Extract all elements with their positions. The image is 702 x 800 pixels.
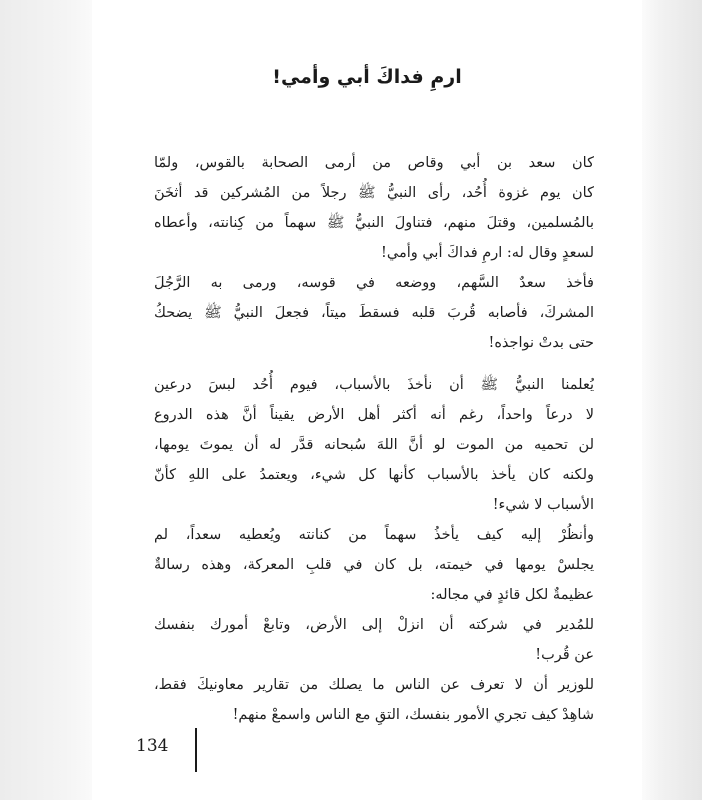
text-line: يجلسْ يومها في خيمته، بل كان في قلبِ المعركة، وهذه رسالةٌ [154,557,594,573]
text-line: كان سعد بن أبي وقاص من أرمى الصحابة بالقوس، ولمّا [154,155,594,171]
paragraph [154,610,594,670]
paragraph [154,670,594,730]
paragraph [154,520,594,610]
text-section-2 [154,370,594,730]
text-line: كان يوم غزوة أُحُد، رأى النبيُّ ﷺ رجلاً من المُشركين قد أثخَنَ [154,185,594,201]
text-line: المشركَ، فأصابه قُربَ قلبه فسقطَ ميتاً، فجعلَ النبيُّ ﷺ يضحكُ [154,305,594,321]
text-line: لسعدٍ وقال له: ارمِ فداكَ أبي وأمي! [381,245,594,261]
paragraph [154,148,594,268]
text-line: يُعلمنا النبيُّ ﷺ أن نأخذَ بالأسباب، فيوم أُحُد لبسَ درعين [154,377,594,393]
text-line: الأسباب لا شيء! [492,497,594,513]
text-line: شاهِدْ كيف تجري الأمور بنفسك، التقِ مع الناس واسمعْ منهم! [232,707,594,723]
page-title: ارمِ فداكَ أبي وأمي! [272,66,462,88]
text-line: لا درعاً واحداً، رغم أنه أكثر أهل الأرض يقيناً أنَّ هذه الدروع [154,407,594,423]
page-number: 134 [136,736,169,756]
text-line: ولكنه كان يأخذ بالأسباب كأنها كل شيء، ويعتمدُ على اللهِ كأنّ [154,467,594,483]
text-line: فأخذ سعدٌ السَّهم، ووضعه في قوسه، ورمى به الرَّجُلَ [154,275,594,291]
page-edge-right [642,0,702,800]
text-line: حتى بدتْ نواجذه! [488,335,594,351]
paragraph [154,370,594,520]
text-section-1 [154,148,594,358]
text-line: للوزير أن لا تعرف عن الناس ما يصلك من تقارير معاونيكَ فقط، [154,677,594,693]
page-edge-left [0,0,92,800]
text-line: لن تحميه من الموت لو أنَّ اللهَ سُبحانه قدَّر له أن يموتَ يومها، [154,437,594,453]
book-page [92,0,642,800]
text-line: وأنظُرْ إليه كيف يأخذُ سهماً من كنانته ويُعطيه سعداً، لم [154,527,594,543]
text-line: بالمُسلمين، وقتلَ منهم، فتناولَ النبيُّ ﷺ سهماً من كِنانته، وأعطاه [154,215,594,231]
text-line: عظيمةٌ لكل قائدٍ في مجاله: [430,587,594,603]
page-number-rule [195,728,197,772]
paragraph [154,268,594,358]
text-line: للمُدير في شركته أن انزلْ إلى الأرض، وتابعْ أمورك بنفسك [154,617,594,633]
text-line: عن قُرب! [535,647,594,663]
